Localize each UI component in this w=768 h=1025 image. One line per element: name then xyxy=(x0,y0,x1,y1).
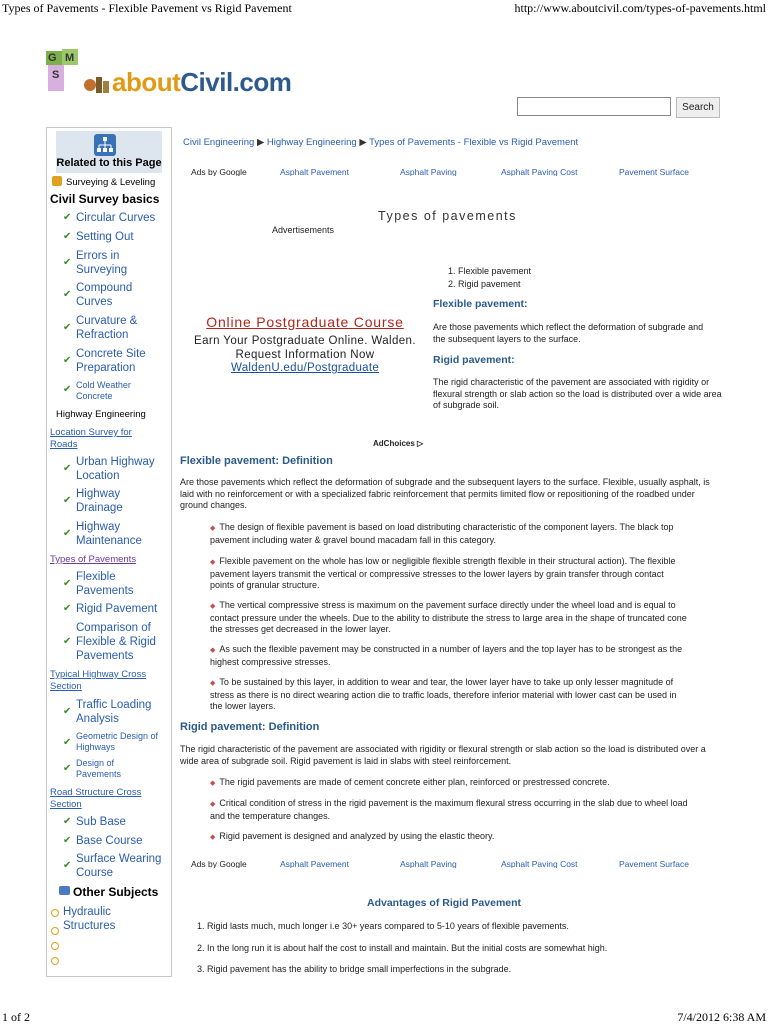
sidebar-item-compound-curves[interactable]: Compound Curves xyxy=(76,282,133,308)
check-icon: ✔ xyxy=(63,636,72,647)
sidebar-item-concrete-site-preparation[interactable]: Concrete Site Preparation xyxy=(76,348,146,374)
sidebar-item-sub-base[interactable]: Sub Base xyxy=(76,816,126,828)
check-icon: ✔ xyxy=(63,737,72,748)
logo-letter-s: S xyxy=(52,69,60,81)
flex-point: ◆ The vertical compressive stress is maximum on the pavement surface directly under the wheel load and is equal to contact pressure under the wheels. Due to the ability to distribute the stress to large area in the shape of truncated cone the stresses get decreased in the lower layer. xyxy=(210,600,687,634)
brand-part-a: about xyxy=(112,67,181,97)
ads-by-google-label: Ads by Google xyxy=(191,167,247,176)
check-icon: ✔ xyxy=(63,528,72,539)
ad-url[interactable]: WaldenU.edu/Postgraduate xyxy=(230,362,380,374)
sidebar-item-highway-drainage[interactable]: Highway Drainage xyxy=(76,488,123,514)
rigid-point: ◆ Rigid pavement is designed and analyzed by using the elastic theory. xyxy=(210,831,495,841)
flex-point: ◆ Flexible pavement on the whole has low or negligible flexible strength flexible in their structural action). The flexible pavement layers transmit the vertical or compressive stresses to the lower layers by grain transfer through contact points of granular structure. xyxy=(210,556,676,590)
sidebar-item-design-of-pavements[interactable]: Design of Pavements xyxy=(76,758,122,779)
breadcrumb xyxy=(183,137,578,148)
logo-letter-g: G xyxy=(48,52,57,64)
advantage-item: 1. Rigid lasts much, much longer i.e 30+ years compared to 5-10 years of flexible pavements. xyxy=(197,921,569,931)
ad-link-asphalt-pavement[interactable]: Asphalt Pavement xyxy=(280,167,349,176)
advantage-item: 3. Rigid pavement has the ability to bridge small imperfections in the subgrade. xyxy=(197,964,512,974)
bullet-icon xyxy=(51,942,59,950)
advertisements-label: Advertisements xyxy=(272,225,335,235)
toc-item[interactable]: 2. Rigid pavement xyxy=(448,279,521,289)
ad-box[interactable] xyxy=(188,314,422,374)
check-icon: ✔ xyxy=(63,860,72,871)
check-icon: ✔ xyxy=(63,289,72,300)
ad-link-asphalt-paving-cost[interactable]: Asphalt Paving Cost xyxy=(501,167,578,176)
check-icon: ✔ xyxy=(63,835,72,846)
sidebar-item-setting-out[interactable]: Setting Out xyxy=(76,231,134,243)
check-icon: ✔ xyxy=(63,816,72,827)
brand-part-b: Civil.com xyxy=(180,67,292,97)
sidebar-item-errors-in-surveying[interactable]: Errors in Surveying xyxy=(76,250,128,276)
check-icon: ✔ xyxy=(63,578,72,589)
ad-line-1: Earn Your Postgraduate Online. Walden. xyxy=(194,335,416,347)
print-url: http://www.aboutcivil.com/types-of-pavements.html xyxy=(514,1,766,15)
civil-survey-heading: Civil Survey basics xyxy=(50,192,160,206)
sidebar-item-hydraulic-structures[interactable]: Hydraulic Structures xyxy=(63,906,116,932)
sidebar-item-flexible-pavements[interactable]: Flexible Pavements xyxy=(76,571,134,597)
highway-heading: Highway Engineering xyxy=(56,409,146,420)
sidebar-item-surface-wearing[interactable]: Surface Wearing Course xyxy=(76,853,162,879)
site-logo[interactable] xyxy=(44,47,292,107)
check-icon: ✔ xyxy=(63,763,72,774)
gms-logo-icon xyxy=(44,47,80,95)
summary-rigid-heading: Rigid pavement: xyxy=(433,354,515,366)
bullet-icon xyxy=(51,957,59,965)
flex-point-text: The design of flexible pavement is based on load distributing characteristic of the component layers. The black top pavement including water & gravel bound macadam fall in this category. xyxy=(210,522,674,545)
search-button[interactable]: Search xyxy=(676,97,720,118)
ad-link-pavement-surface[interactable]: Pavement Surface xyxy=(619,167,689,176)
sidebar-item-highway-maintenance[interactable]: Highway Maintenance xyxy=(76,521,142,547)
sidebar-typical-heading[interactable]: Typical Highway Cross Section xyxy=(50,669,147,692)
flex-def-intro: Are those pavements which reflect the deformation of subgrade and the subsequent layers to the surface. Flexible, usually asphalt, is laid with no reinforcement or with a specialized fabric reinforcement that permits limited flow or repositioning of the roadbed under ground changes. xyxy=(180,477,710,510)
breadcrumb-current-page[interactable]: Types of Pavements - Flexible vs Rigid Pavement xyxy=(369,137,579,148)
rigid-point-text: Rigid pavement is designed and analyzed by using the elastic theory. xyxy=(219,831,495,841)
breadcrumb-separator: ▶ xyxy=(359,137,367,148)
logo-letter-m: M xyxy=(65,52,75,64)
check-icon: ✔ xyxy=(63,495,72,506)
other-subjects-icon xyxy=(59,886,70,895)
sidebar-item-curvature-refraction[interactable]: Curvature & Refraction xyxy=(76,315,138,341)
surveying-icon xyxy=(52,176,62,186)
rigid-def-intro: The rigid characteristic of the pavement are associated with rigidity or flexural strength or slab action so the load is distributed over a wide area of subgrade soil. Rigid pavement is laid in slabs with steel reinforcement. xyxy=(180,744,706,766)
rigid-point: ◆ Critical condition of stress in the rigid pavement is the maximum flexural stress occurring in the slab due to wheel load and the temperature changes. xyxy=(210,798,688,821)
brand-name xyxy=(112,67,291,98)
flex-point-text: Flexible pavement on the whole has low or negligible flexible strength flexible in their structural action). The flexible pavement layers transmit the vertical or compressive stresses to the lower layers by grain transfer through contact points of granular structure. xyxy=(210,556,676,590)
sidebar-item-urban-highway[interactable]: Urban Highway Location xyxy=(76,456,155,482)
bullet-icon xyxy=(51,927,59,935)
summary-flex-heading: Flexible pavement: xyxy=(433,298,528,310)
ad-link-asphalt-paving-bottom[interactable]: Asphalt Paving xyxy=(400,859,457,868)
flex-point: ◆ To be sustained by this layer, in addition to wear and tear, the lower layer have to take up only lesser magnitude of stress as there is no direct wearing action die to traffic loads, therefore inferior material with lower cast can be used in the lower layers. xyxy=(210,677,677,711)
flex-point-text: The vertical compressive stress is maximum on the pavement surface directly under the wheel load and is equal to contact pressure under the wheels. Due to the ability to distribute the stress to large area in the shape of truncated cone the stresses get decreased in the lower layer. xyxy=(210,600,687,634)
flex-point: ◆ As such the flexible pavement may be constructed in a number of layers and the top layer has to be strongest as the highest compressive stresses. xyxy=(210,644,683,667)
bullet-icon xyxy=(51,909,59,917)
check-icon: ✔ xyxy=(63,355,72,366)
breadcrumb-separator: ▶ xyxy=(256,137,265,148)
check-icon: ✔ xyxy=(63,322,72,333)
print-page-title: Types of Pavements - Flexible Pavement vs Rigid Pavement xyxy=(2,1,292,15)
check-icon: ✔ xyxy=(63,212,72,223)
rigid-point: ◆ The rigid pavements are made of cement concrete either plan, reinforced or prestressed concrete. xyxy=(210,777,610,787)
rigid-point-text: The rigid pavements are made of cement concrete either plan, reinforced or prestressed concrete. xyxy=(219,777,610,787)
check-icon: ✔ xyxy=(63,706,72,717)
sidebar-road-heading[interactable]: Road Structure Cross Section xyxy=(50,787,142,810)
sidebar-item-traffic-loading[interactable]: Traffic Loading Analysis xyxy=(76,699,152,725)
flex-point-text: To be sustained by this layer, in addition to wear and tear, the lower layer have to take up only lesser magnitude of stress as there is no direct wearing action die to traffic loads, therefore inferior material with lower cast can be used in the lower layers. xyxy=(210,677,677,711)
table-of-contents xyxy=(448,265,531,291)
rigid-point-text: Critical condition of stress in the rigid pavement is the maximum flexural stress occurring in the slab due to wheel load and the temperature changes. xyxy=(210,798,688,821)
other-subjects-heading: Other Subjects xyxy=(73,885,159,899)
surveying-label[interactable]: Surveying & Leveling xyxy=(66,177,156,188)
flex-point-text: As such the flexible pavement may be constructed in a number of layers and the top layer has to be strongest as the highest compressive stresses. xyxy=(210,644,683,667)
check-icon: ✔ xyxy=(63,603,72,614)
sidebar-item-cold-weather-concrete[interactable]: Cold Weather Concrete xyxy=(76,380,131,401)
ad-line-2: Request Information Now xyxy=(235,349,375,361)
advantage-item: 2. In the long run it is about half the cost to install and maintain. But the initial costs are somewhat high. xyxy=(197,943,608,953)
ads-by-google-label-bottom: Ads by Google xyxy=(191,859,247,868)
check-icon: ✔ xyxy=(63,231,72,242)
print-page-count: 1 of 2 xyxy=(2,1010,30,1024)
adchoices-link[interactable]: AdChoices ▷ xyxy=(373,439,424,448)
sidebar-item-comparison[interactable]: Comparison of Flexible & Rigid Pavements xyxy=(76,622,156,662)
breadcrumb-civil-engineering[interactable]: Civil Engineering xyxy=(183,137,255,148)
ad-link-asphalt-paving[interactable]: Asphalt Paving xyxy=(400,167,457,176)
ad-title[interactable]: Online Postgraduate Course xyxy=(206,314,404,330)
advantages-heading: Advantages of Rigid Pavement xyxy=(367,897,522,909)
sidebar-item-base-course[interactable]: Base Course xyxy=(76,835,143,847)
summary-flex-text: Are those pavements which reflect the deformation of subgrade and the subsequent layers to the surface. xyxy=(433,322,704,344)
breadcrumb-highway-engineering[interactable]: Highway Engineering xyxy=(266,137,357,148)
sidebar-item-rigid-pavement[interactable]: Rigid Pavement xyxy=(76,603,158,615)
check-icon: ✔ xyxy=(63,384,72,395)
flex-def-heading: Flexible pavement: Definition xyxy=(180,455,333,467)
print-timestamp: 7/4/2012 6:38 AM xyxy=(677,1010,766,1024)
flex-point: ◆ The design of flexible pavement is based on load distributing characteristic of the component layers. The black top pavement including water & gravel bound macadam fall in this category. xyxy=(210,522,674,545)
ad-link-asphalt-paving-cost-bottom[interactable]: Asphalt Paving Cost xyxy=(501,859,578,868)
sidebar-location-survey[interactable]: Location Survey for Roads xyxy=(50,427,132,450)
sidebar-types-heading[interactable]: Types of Pavements xyxy=(50,554,137,565)
sitemap-icon xyxy=(94,134,116,156)
search-input[interactable] xyxy=(517,97,671,116)
ad-link-asphalt-pavement-bottom[interactable]: Asphalt Pavement xyxy=(280,859,349,868)
toc-item[interactable]: 1. Flexible pavement xyxy=(448,266,532,276)
page-title: Types of pavements xyxy=(378,209,517,223)
sidebar-item-geometric-design[interactable]: Geometric Design of Highways xyxy=(76,731,159,752)
rigid-def-heading: Rigid pavement: Definition xyxy=(180,721,320,733)
tools-icon xyxy=(82,71,112,97)
ad-link-pavement-surface-bottom[interactable]: Pavement Surface xyxy=(619,859,689,868)
check-icon: ✔ xyxy=(63,257,72,268)
sidebar-item-circular-curves[interactable]: Circular Curves xyxy=(76,212,156,224)
check-icon: ✔ xyxy=(63,463,72,474)
related-label: Related to this Page xyxy=(56,157,162,169)
summary-rigid-text: The rigid characteristic of the pavement are associated with rigidity or flexural strength or slab action so the load is distributed over a wide area of subgrade soil. xyxy=(433,377,722,410)
